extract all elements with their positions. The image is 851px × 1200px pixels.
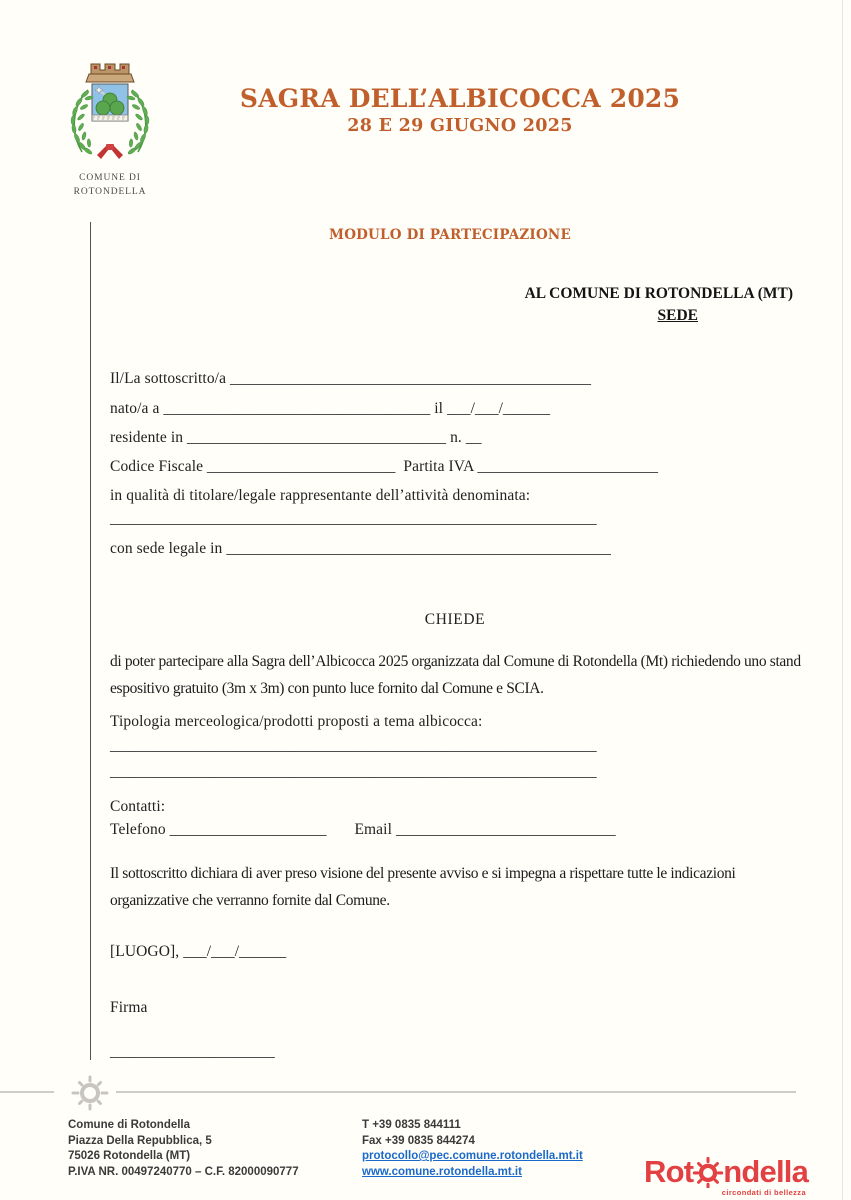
form-blank-denominazione: ______________________________________________________________ xyxy=(110,510,597,527)
footer-divider-right xyxy=(116,1091,796,1093)
form-line-nato: nato/a a __________________________________ il ___/___/______ xyxy=(110,400,551,417)
event-dates: 28 E 29 GIUGNO 2025 xyxy=(347,116,573,136)
firma-label: Firma xyxy=(110,999,148,1016)
form-line-qualita: in qualità di titolare/legale rappresentante dell’attività denominata: xyxy=(110,487,531,504)
form-blank-tipologia-2: ______________________________________________________________ xyxy=(110,763,597,780)
event-title: SAGRA DELL’ALBICOCCA 2025 xyxy=(239,84,681,113)
left-margin-rule xyxy=(90,222,91,1060)
crest-caption xyxy=(56,171,164,199)
form-line-residente: residente in _________________________________ n. __ xyxy=(110,429,482,446)
footer-address-piva: P.IVA NR. 00497240770 – C.F. 82000090777 xyxy=(68,1165,299,1178)
crest-caption-line2: ROTONDELLA xyxy=(73,187,147,197)
crest-caption-line1: COMUNE DI xyxy=(79,173,141,183)
rotondella-brand-logo xyxy=(644,1156,808,1197)
footer-address-city: 75026 Rotondella (MT) xyxy=(68,1150,191,1162)
footer-email-link[interactable]: protocollo@pec.comune.rotondella.mt.it xyxy=(362,1150,583,1162)
form-line-tipologia: Tipologia merceologica/prodotti proposti a tema albicocca: xyxy=(110,713,483,730)
footer-address-name: Comune di Rotondella xyxy=(68,1119,191,1131)
header-title-block xyxy=(140,84,780,136)
form-line-telefono-email: Telefono ____________________ Email ____________________________ xyxy=(110,821,616,838)
chiede-heading: CHIEDE xyxy=(424,611,486,628)
footer-address-street: Piazza Della Repubblica, 5 xyxy=(68,1134,212,1147)
recipient-line: AL COMUNE DI ROTONDELLA (MT) xyxy=(524,285,793,302)
declaration-paragraph: Il sottoscritto dichiara di aver preso visione del presente avviso e si impegna a rispettare tutte le indicazioni organizzative che verranno fornite dal Comune. xyxy=(110,865,739,909)
footer-fax: Fax +39 0835 844274 xyxy=(362,1134,475,1147)
footer-website-link[interactable]: www.comune.rotondella.mt.it xyxy=(362,1165,522,1178)
footer-divider-left xyxy=(0,1091,54,1093)
form-line-sottoscritto: Il/La sottoscritto/a ______________________________________________ xyxy=(110,370,592,387)
logo-tagline: circondati di bellezza xyxy=(721,1188,807,1197)
footer-address-block xyxy=(68,1118,299,1180)
recipient-sede: SEDE xyxy=(657,307,698,324)
logo-sun-icon xyxy=(692,1156,724,1188)
form-line-luogo-data: [LUOGO], ___/___/______ xyxy=(110,943,287,960)
request-paragraph: di poter partecipare alla Sagra dell’Albicocca 2025 organizzata dal Comune di Rotondella (Mt) richiedendo uno stand espositivo gratuito (3m x 3m) con punto luce fornito dal Comune e SCIA. xyxy=(110,653,805,697)
form-line-sede-legale: con sede legale in _________________________________________________ xyxy=(110,540,612,557)
page-edge-line xyxy=(842,0,843,1200)
logo-text-left: Rot xyxy=(644,1154,694,1189)
footer-phone: T +39 0835 844111 xyxy=(362,1119,461,1131)
form-heading: MODULO DI PARTECIPAZIONE xyxy=(329,227,571,243)
contatti-label: Contatti: xyxy=(110,798,166,815)
firma-signature-line: _____________________ xyxy=(110,1043,275,1060)
form-blank-tipologia-1: ______________________________________________________________ xyxy=(110,737,597,754)
footer-sun-icon xyxy=(70,1073,110,1113)
recipient-block xyxy=(110,283,793,327)
form-line-codice-fiscale: Codice Fiscale ________________________ Partita IVA _______________________ xyxy=(110,458,659,475)
logo-text-right: ndella xyxy=(723,1154,809,1189)
footer-contacts-block xyxy=(362,1118,583,1180)
